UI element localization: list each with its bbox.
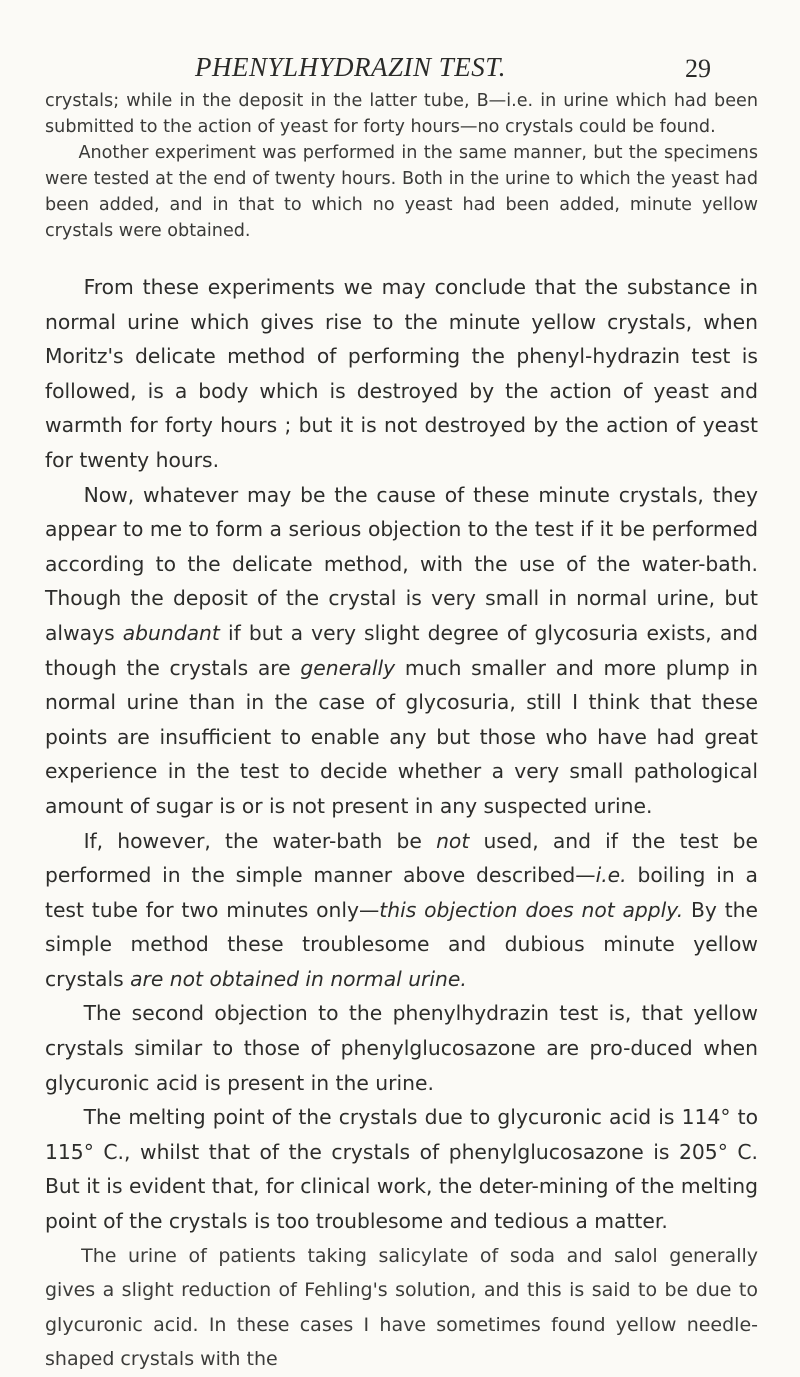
- text-run: By the simple method these troublesome and dubious minute yellow crystals: [45, 897, 759, 991]
- paragraph-second-objection: The second objection to the phenylhydrazin test is, that yellow crystals similar to those of phenylglucosazone are pro-duced when glycuronic acid is present in the urine.: [45, 1001, 758, 1095]
- text-run: used, and if the test be performed in the simple manner above described—: [45, 828, 758, 888]
- text-run: Now, whatever may be the cause of these minute crystals, they appear to me to form a serious objection to the test if it be performed according to the delicate method, with the use of the water-bath. Though the deposit of the crystal is very small in normal urine, but always: [45, 482, 758, 645]
- paragraph-second-experiment: Another experiment was performed in the same manner, but the specimens were tested at the end of twenty hours. Both in the urine to which the yeast had been added, and in that to which no yeast had been added, minute yellow crystals were obtained.: [45, 143, 758, 241]
- text-run: boiling in a test tube for two minutes only—: [45, 863, 758, 922]
- text-run: much smaller and more plump in normal urine than in the case of glycosuria, still I think that these points are insufficient to enable any but those who have had great experience in the test to decide whether a very small pathological amount of sugar is or is not present in any suspected urine.: [45, 655, 758, 818]
- emphasis-objection: this objection does not apply.: [379, 897, 684, 922]
- emphasis-not: not: [436, 828, 470, 853]
- paragraph-continuation: crystals; while in the deposit in the latter tube, B—i.e. in urine which had been submitted to the action of yeast for forty hours—no crystals could be found.: [45, 91, 758, 137]
- emphasis-not-obtained: are not obtained in normal urine.: [130, 966, 467, 991]
- emphasis-generally: generally: [300, 655, 396, 680]
- paragraph-melting-point: The melting point of the crystals due to glycuronic acid is 114° to 115° C., whilst that of the crystals of phenylglucosazone is 205° C. But it is evident that, for clinical work, the deter-mining of the melting point of the crystals is too troublesome and tedious a matter.: [45, 1105, 758, 1234]
- text-run: If, however, the water-bath be: [83, 828, 437, 853]
- running-title: PHENYLHYDRAZIN TEST.: [195, 52, 507, 82]
- text-run: if but a very slight degree of glycosuria exists, and though the crystals are: [45, 620, 758, 680]
- paragraph-simple-method: [45, 824, 758, 997]
- emphasis-abundant: abundant: [122, 620, 220, 645]
- page-number: 29: [685, 54, 711, 83]
- paragraph-first-objection: [45, 478, 758, 824]
- body-text-block: [45, 270, 758, 1377]
- paragraph-salicylate: The urine of patients taking salicylate of soda and salol generally gives a slight reduction of Fehling's solution, and this is said to be due to glycuronic acid. In these cases I have sometimes found yellow needle-shaped crystals with the: [45, 1244, 758, 1371]
- small-type-block: [45, 88, 758, 244]
- paragraph-conclusion: From these experiments we may conclude that the substance in normal urine which gives rise to the minute yellow crystals, when Moritz's delicate method of performing the phenyl-hydrazin test is followed, is a body which is destroyed by the action of yeast and warmth for forty hours ; but it is not destroyed by the action of yeast for twenty hours.: [45, 275, 758, 472]
- emphasis-ie: i.e.: [595, 863, 627, 888]
